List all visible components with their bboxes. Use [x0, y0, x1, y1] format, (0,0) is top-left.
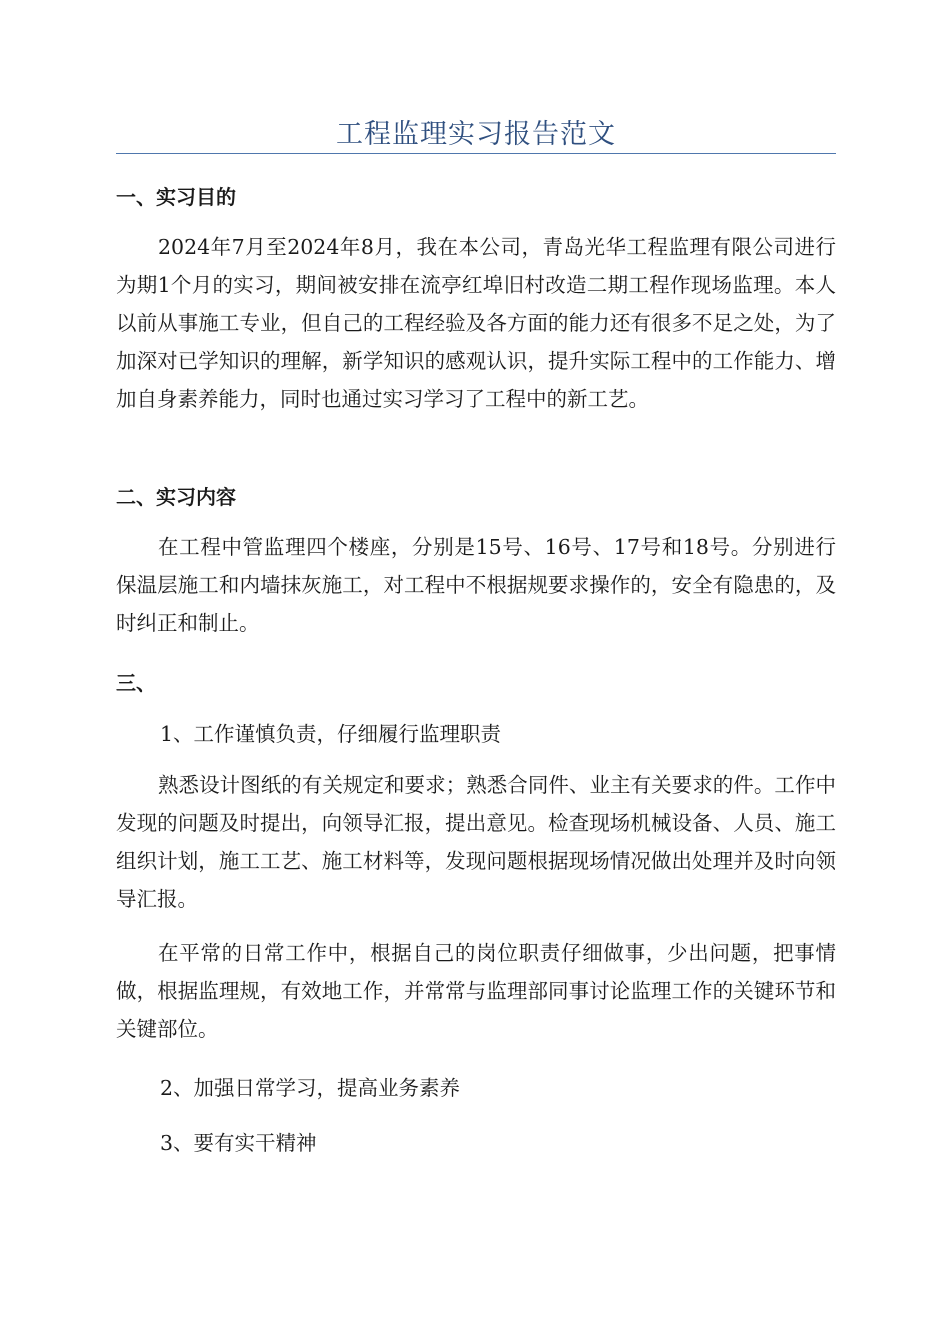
section-heading-content: 二、实习内容	[116, 485, 236, 509]
list-item-1-label: 1、工作谨慎负责，仔细履行监理职责	[160, 722, 502, 746]
section-heading-three: 三、	[116, 671, 156, 695]
paragraph-content: 在工程中管监理四个楼座，分别是15号、16号、17号和18号。分别进行保温层施工和内墙抹灰施工，对工程中不根据规要求操作的，安全有隐患的，及时纠正和制止。	[116, 535, 836, 635]
section-heading-purpose: 一、实习目的	[116, 185, 236, 209]
title-underline	[116, 153, 836, 154]
paragraph-item-1-b: 在平常的日常工作中，根据自己的岗位职责仔细做事，少出问题，把事情做，根据监理规，有效地工作，并常常与监理部同事讨论监理工作的关键环节和关键部位。	[116, 941, 836, 1041]
paragraph-item-1-a: 熟悉设计图纸的有关规定和要求；熟悉合同件、业主有关要求的件。工作中发现的问题及时提出，向领导汇报，提出意见。检查现场机械设备、人员、施工组织计划，施工工艺、施工材料等，发现问题根据现场情况做出处理并及时向领导汇报。	[116, 773, 836, 911]
list-item-3-label: 3、要有实干精神	[160, 1131, 317, 1155]
document-title: 工程监理实习报告范文	[336, 119, 616, 150]
paragraph-purpose: 2024年7月至2024年8月，我在本公司，青岛光华工程监理有限公司进行为期1个月的实习，期间被安排在流亭红埠旧村改造二期工程作现场监理。本人以前从事施工专业，但自己的工程经验及各方面的能力还有很多不足之处，为了加深对已学知识的理解，新学知识的感观认识，提升实际工程中的工作能力、增加自身素养能力，同时也通过实习学习了工程中的新工艺。	[116, 235, 836, 411]
list-item-2-label: 2、加强日常学习，提高业务素养	[160, 1076, 461, 1100]
